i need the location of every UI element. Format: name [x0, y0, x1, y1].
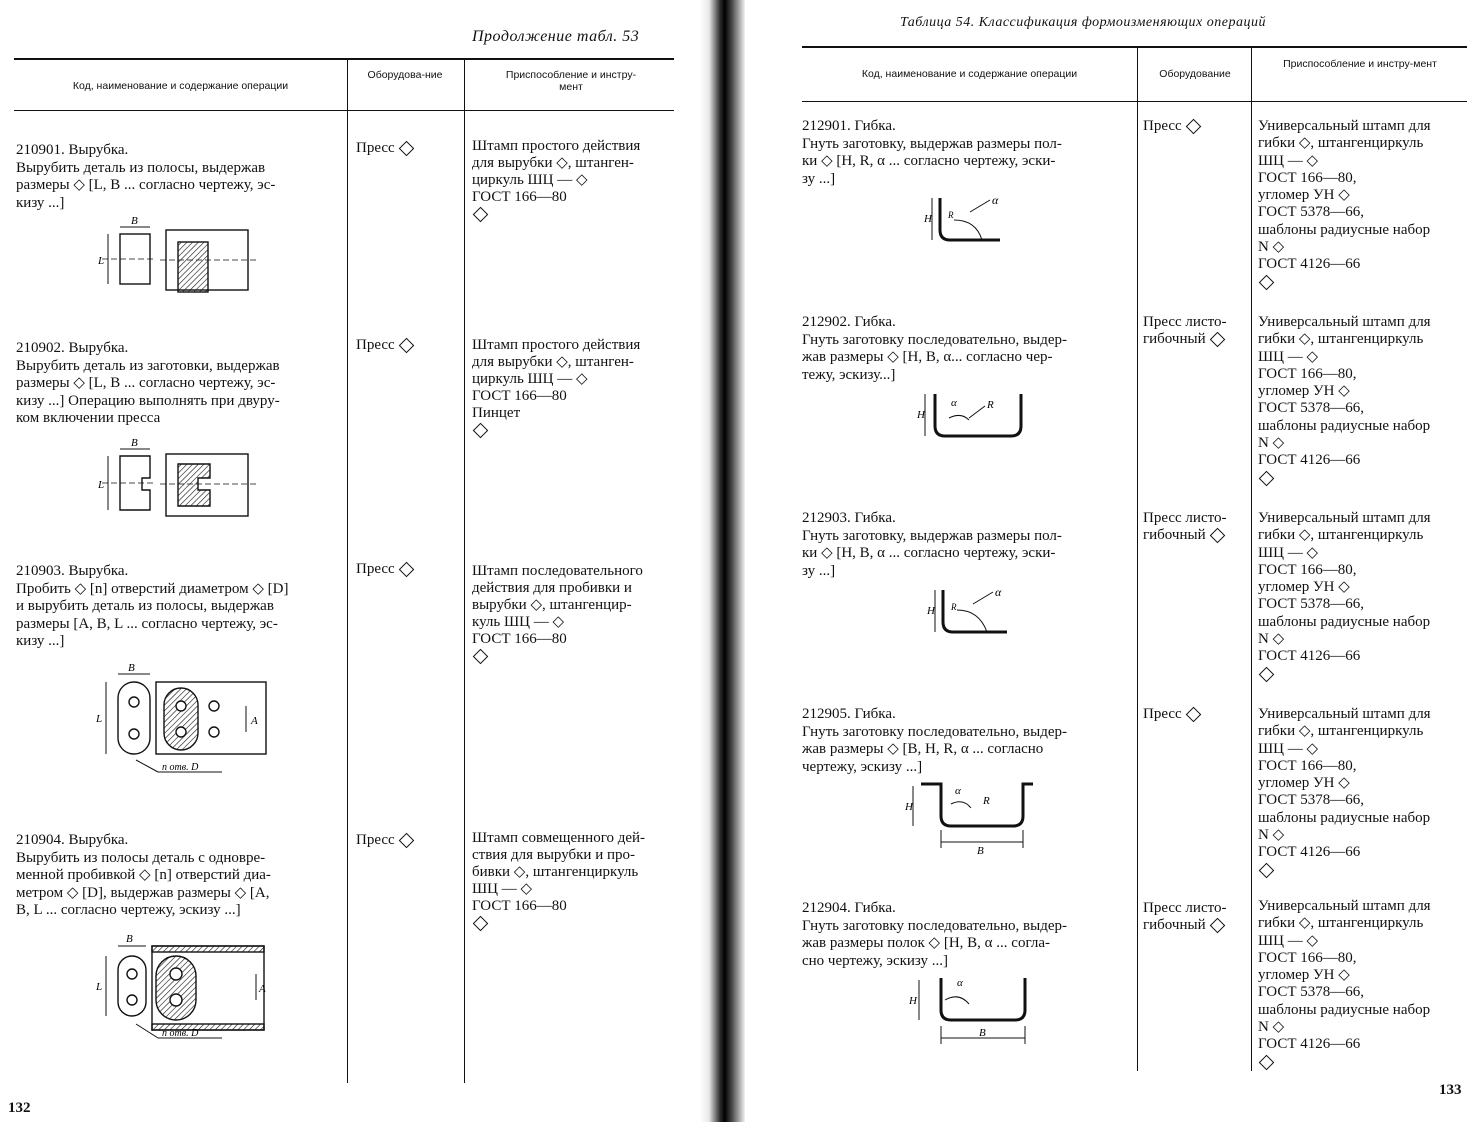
operation-text: зу ...] [802, 170, 836, 187]
column-header-operation: Код, наименование и содержание операции [72, 80, 289, 92]
tools-text: N ◇ [1258, 435, 1285, 452]
operation-text: чертежу, эскизу ...] [802, 758, 923, 775]
diamond-icon [1259, 1054, 1275, 1070]
right-page [745, 0, 1477, 1122]
tools-text: Универсальный штамп для [1258, 314, 1431, 330]
tools-text: ШЦ — ◇ [1258, 348, 1318, 365]
operation-text: размеры ◇ [L, B ... согласно чертежу, эс- [16, 375, 276, 391]
sketch-label: α [995, 585, 1002, 599]
equipment-cell [356, 337, 412, 354]
table-row [802, 314, 1067, 384]
operation-code: 210904. Вырубка. [16, 832, 129, 848]
tools-text: шаблоны радиусные набор [1258, 1001, 1431, 1018]
right-page-header: Таблица 54. Классификация формоизменяющих операций [900, 15, 1266, 30]
equipment-label: гибочный [1143, 917, 1206, 933]
tools-text: ГОСТ 166—80 [472, 898, 567, 914]
diamond-icon [1209, 332, 1225, 348]
sketch-label: n отв. D [162, 1028, 199, 1039]
diamond-icon [473, 423, 489, 439]
operation-text: Вырубить деталь из полосы, выдержав [16, 159, 266, 176]
table-row [16, 563, 288, 651]
sketch-label: H [924, 213, 932, 225]
equipment-label: Пресс [356, 337, 395, 353]
sketch-label: α [992, 193, 999, 207]
tools-text: ГОСТ 166—80, [1258, 365, 1357, 382]
diamond-icon [1259, 470, 1275, 486]
operation-code: 212901. Гибка. [802, 118, 896, 134]
operation-text: кизу ...] Операцию выполнять при двуру- [16, 392, 280, 409]
tools-text: ГОСТ 5378—66, [1258, 792, 1364, 809]
diamond-icon [1209, 528, 1225, 544]
tools-text: ШЦ — ◇ [1258, 152, 1318, 169]
equipment-cell [1143, 900, 1226, 934]
tools-text: Штамп простого действия [472, 138, 641, 154]
bend-sketch-angle [923, 582, 1013, 642]
tools-text: ШЦ — ◇ [1258, 544, 1318, 561]
tools-text: куль ШЦ — ◇ [472, 614, 564, 630]
diamond-icon [473, 649, 489, 665]
table-head-rule [802, 101, 1467, 102]
bend-sketch-angle [920, 190, 1010, 250]
tools-text: Штамп простого действия [472, 337, 641, 353]
tools-text: Пинцет [472, 405, 521, 421]
tools-text: шаблоны радиусные набор [1258, 417, 1431, 434]
table-row [802, 706, 1067, 776]
tools-text: N ◇ [1258, 239, 1285, 256]
equipment-cell [356, 561, 412, 578]
sketch-label: A [251, 715, 258, 727]
diamond-icon [398, 833, 414, 849]
equipment-label: Пресс листо- [1143, 510, 1227, 526]
sketch-label: A [259, 983, 266, 995]
tools-text: ГОСТ 4126—66 [1258, 452, 1361, 469]
tools-text: N ◇ [1258, 827, 1285, 844]
diamond-icon [473, 207, 489, 223]
operation-text: жав размеры ◇ [H, B, α... согласно чер- [802, 349, 1053, 365]
tools-text: действия для пробивки и [472, 580, 632, 596]
tools-text: ствия для вырубки и про- [472, 847, 636, 863]
operation-text: менной пробивкой ◇ [n] отверстий диа- [16, 867, 271, 883]
tools-cell [472, 830, 645, 932]
tools-cell [1258, 510, 1431, 683]
tools-text: ГОСТ 166—80, [1258, 561, 1357, 578]
column-header-tools: Приспособление и инстру-мент [1283, 58, 1437, 70]
blank-sketch-rect [98, 212, 258, 302]
left-page [0, 0, 700, 1122]
tools-text: гибки ◇, штангенциркуль [1258, 527, 1424, 544]
tools-text: гибки ◇, штангенциркуль [1258, 915, 1424, 932]
operation-text: кизу ...] [16, 633, 65, 649]
bend-sketch-hat-profile [905, 776, 1045, 856]
tools-text: для вырубки ◇, штанген- [472, 354, 634, 370]
tools-text: угломер УН ◇ [1258, 967, 1350, 984]
operation-text: размеры [A, B, L ... согласно чертежу, эс- [16, 615, 278, 632]
operation-text: Пробить ◇ [n] отверстий диаметром ◇ [D] [16, 580, 289, 597]
blank-sketch-holes [96, 660, 276, 780]
tools-text: ГОСТ 166—80, [1258, 169, 1357, 186]
blank-sketch-notch [98, 434, 258, 526]
operation-text: тежу, эскизу...] [802, 366, 896, 383]
tools-text: ГОСТ 166—80, [1258, 949, 1357, 966]
tools-text: N ◇ [1258, 1019, 1285, 1036]
sketch-label: L [98, 479, 105, 491]
column-header-equipment: Оборудова-ние [367, 69, 443, 81]
sketch-label: L [96, 981, 103, 993]
sketch-label: B [128, 662, 135, 674]
equipment-label: Пресс [356, 832, 395, 848]
sketch-label: R [948, 210, 954, 220]
tools-text: ГОСТ 5378—66, [1258, 400, 1364, 417]
table-row [802, 118, 1062, 188]
table-row [16, 832, 271, 920]
tools-text: шаблоны радиусные набор [1258, 221, 1431, 238]
sketch-label: n отв. D [162, 762, 199, 773]
equipment-cell [1143, 510, 1226, 544]
page-number: 132 [8, 1100, 31, 1116]
column-divider [464, 58, 465, 1083]
tools-cell [1258, 314, 1431, 487]
equipment-cell [356, 832, 412, 849]
sketch-label: R [987, 399, 994, 411]
operation-text: Гнуть заготовку, выдержав размеры пол- [802, 527, 1062, 544]
tools-text: Универсальный штамп для [1258, 118, 1431, 134]
table-row [802, 510, 1062, 580]
page-number: 133 [1439, 1082, 1462, 1098]
tools-cell [472, 138, 640, 223]
blank-sketch-compound [96, 928, 276, 1050]
operation-text: Гнуть заготовку последовательно, выдер- [802, 723, 1068, 740]
operation-code: 212905. Гибка. [802, 706, 896, 722]
tools-text: циркуль ШЦ — ◇ [472, 172, 588, 188]
table-head-rule [14, 110, 674, 111]
operation-text: и вырубить деталь из полосы, выдержав [16, 598, 274, 614]
sketch-label: α [955, 785, 961, 797]
tools-text: ШЦ — ◇ [472, 881, 532, 897]
tools-cell [472, 337, 640, 439]
diamond-icon [398, 562, 414, 578]
tools-text: Универсальный штамп для [1258, 898, 1431, 914]
tools-text: угломер УН ◇ [1258, 383, 1350, 400]
tools-text: циркуль ШЦ — ◇ [472, 371, 588, 387]
tools-text: для вырубки ◇, штанген- [472, 155, 634, 171]
tools-text: ГОСТ 166—80 [472, 189, 567, 205]
sketch-label: B [131, 215, 138, 227]
sketch-label: L [98, 255, 105, 267]
tools-text: ГОСТ 166—80 [472, 631, 567, 647]
tools-text: ГОСТ 4126—66 [1258, 256, 1361, 273]
table-row [16, 142, 275, 212]
tools-text: шаблоны радиусные набор [1258, 809, 1431, 826]
operation-code: 212904. Гибка. [802, 900, 896, 916]
tools-text: ГОСТ 166—80 [472, 388, 567, 404]
tools-cell [1258, 706, 1431, 879]
operation-text: Вырубить деталь из заготовки, выдержав [16, 357, 280, 374]
tools-text: вырубки ◇, штангенцир- [472, 597, 632, 613]
diamond-icon [1259, 274, 1275, 290]
equipment-label: Пресс [1143, 118, 1182, 134]
equipment-cell [356, 140, 412, 157]
diamond-icon [1259, 862, 1275, 878]
sketch-label: H [927, 605, 935, 617]
diamond-icon [398, 141, 414, 157]
equipment-label: Пресс листо- [1143, 314, 1227, 330]
tools-text: ГОСТ 4126—66 [1258, 844, 1361, 861]
tools-text: гибки ◇, штангенциркуль [1258, 723, 1424, 740]
diamond-icon [1185, 707, 1201, 723]
table-top-rule [14, 58, 674, 60]
equipment-label: Пресс [356, 561, 395, 577]
table-row [16, 340, 280, 428]
left-page-header: Продолжение табл. 53 [472, 28, 640, 45]
sketch-label: B [126, 933, 133, 945]
tools-text: Универсальный штамп для [1258, 706, 1431, 722]
equipment-label: Пресс листо- [1143, 900, 1227, 916]
operation-text: сно чертежу, эскизу ...] [802, 952, 949, 969]
column-header-operation: Код, наименование и содержание операции [861, 68, 1078, 80]
equipment-label: гибочный [1143, 527, 1206, 543]
operation-code: 210901. Вырубка. [16, 142, 129, 158]
equipment-cell [1143, 118, 1199, 135]
tools-text: гибки ◇, штангенциркуль [1258, 331, 1424, 348]
operation-text: Гнуть заготовку последовательно, выдер- [802, 917, 1068, 934]
operation-text: Вырубить из полосы деталь с одновре- [16, 849, 266, 866]
equipment-label: Пресс [1143, 706, 1182, 722]
tools-text: гибки ◇, штангенциркуль [1258, 135, 1424, 152]
tools-cell [1258, 118, 1431, 291]
operation-text: ки ◇ [H, B, α ... согласно чертежу, эски- [802, 545, 1056, 561]
tools-text: ГОСТ 4126—66 [1258, 1036, 1361, 1053]
column-header-tools: Приспособление и инстру-мент [505, 69, 637, 93]
operation-text: метром ◇ [D], выдержав размеры ◇ [A, [16, 884, 270, 901]
tools-text: бивки ◇, штангенциркуль [472, 864, 639, 880]
equipment-label: гибочный [1143, 331, 1206, 347]
sketch-label: H [909, 995, 917, 1007]
diamond-icon [1209, 918, 1225, 934]
sketch-label: B [131, 437, 138, 449]
tools-text: ГОСТ 5378—66, [1258, 596, 1364, 613]
column-divider [347, 58, 348, 1083]
tools-text: угломер УН ◇ [1258, 187, 1350, 204]
equipment-label: Пресс [356, 140, 395, 156]
table-top-rule [802, 46, 1467, 48]
operation-text: жав размеры полок ◇ [H, B, α ... согла- [802, 935, 1050, 951]
sketch-label: R [983, 795, 990, 807]
tools-text: ГОСТ 5378—66, [1258, 204, 1364, 221]
column-header-equipment: Оборудование [1159, 68, 1231, 80]
operation-code: 210903. Вырубка. [16, 563, 129, 579]
operation-text: Гнуть заготовку последовательно, выдер- [802, 331, 1068, 348]
tools-text: ГОСТ 166—80, [1258, 757, 1357, 774]
sketch-label: α [951, 397, 957, 409]
operation-text: Гнуть заготовку, выдержав размеры пол- [802, 135, 1062, 152]
bend-sketch-u-channel [905, 970, 1035, 1050]
sketch-label: B [977, 845, 984, 856]
tools-text: N ◇ [1258, 631, 1285, 648]
bend-sketch-u-channel [913, 386, 1033, 446]
diamond-icon [1185, 119, 1201, 135]
sketch-label: H [905, 801, 913, 813]
operation-text: ком включении пресса [16, 410, 161, 426]
diamond-icon [1259, 666, 1275, 682]
operation-code: 212903. Гибка. [802, 510, 896, 526]
sketch-label: H [917, 409, 925, 421]
operation-text: ки ◇ [H, R, α ... согласно чертежу, эски- [802, 153, 1056, 169]
diamond-icon [398, 338, 414, 354]
sketch-label: L [96, 713, 103, 725]
sketch-label: α [957, 977, 963, 989]
equipment-cell [1143, 314, 1226, 348]
diamond-icon [473, 916, 489, 932]
equipment-cell [1143, 706, 1199, 723]
column-divider [1137, 46, 1138, 1071]
operation-text: B, L ... согласно чертежу, эскизу ...] [16, 902, 241, 918]
operation-code: 210902. Вырубка. [16, 340, 129, 356]
tools-text: угломер УН ◇ [1258, 775, 1350, 792]
tools-cell [1258, 898, 1431, 1071]
tools-text: Универсальный штамп для [1258, 510, 1431, 526]
sketch-label: B [979, 1027, 986, 1039]
tools-text: угломер УН ◇ [1258, 579, 1350, 596]
tools-text: шаблоны радиусные набор [1258, 613, 1431, 630]
tools-text: Штамп совмещенного дей- [472, 830, 646, 846]
operation-text: жав размеры ◇ [B, H, R, α ... согласно [802, 741, 1044, 757]
operation-text: зу ...] [802, 562, 836, 579]
table-row [802, 900, 1067, 970]
operation-text: кизу ...] [16, 194, 65, 211]
tools-text: ШЦ — ◇ [1258, 932, 1318, 949]
tools-text: ШЦ — ◇ [1258, 740, 1318, 757]
column-divider [1251, 46, 1252, 1071]
operation-text: размеры ◇ [L, B ... согласно чертежу, эс- [16, 177, 276, 193]
tools-cell [472, 563, 643, 665]
operation-code: 212902. Гибка. [802, 314, 896, 330]
sketch-label: R [951, 602, 957, 612]
book-spine [700, 0, 745, 1122]
tools-text: ГОСТ 4126—66 [1258, 648, 1361, 665]
tools-text: Штамп последовательного [472, 563, 643, 579]
tools-text: ГОСТ 5378—66, [1258, 984, 1364, 1001]
